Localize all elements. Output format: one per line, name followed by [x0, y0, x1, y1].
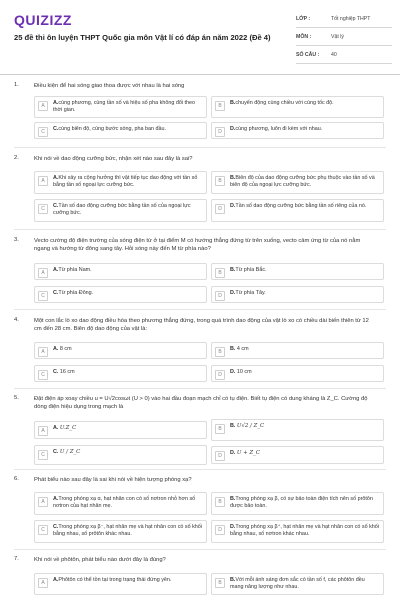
question-header: [0, 393, 400, 415]
option-letter-badge: D: [215, 204, 225, 214]
question-text: Đặt điện áp xoay chiều u = U√2cosωt (U > 0) vào hai đầu đoạn mạch chỉ có tụ điện. Biết tụ điện có dung kháng là Z_C. Cường độ dòng điện hiệu dụng trong mạch là: [34, 396, 368, 410]
info-key: MÔN :: [296, 33, 312, 40]
option-label: D.: [230, 524, 236, 530]
option-letter-badge: A: [38, 578, 48, 588]
option-text: Khi xảy ra cộng hưởng thì vật tiếp tục dao động với tần số bằng tần số ngoại lực cưỡng bức.: [53, 175, 198, 188]
option-a[interactable]: [34, 171, 207, 194]
question-text: Khi nói về dao động cưỡng bức, nhận xét nào sau đây là sai?: [34, 156, 193, 162]
option-label: D.: [230, 369, 236, 375]
option-a[interactable]: [34, 492, 207, 515]
option-text: Trong phóng xạ β, có sự bảo toàn điện tích nên số prôtôn được bảo toàn.: [230, 496, 373, 509]
option-b[interactable]: [211, 342, 384, 359]
option-c[interactable]: [34, 286, 207, 303]
option-label: B.: [230, 100, 236, 106]
option-text: Phôtôn có thể tồn tại trong trạng thái đứng yên.: [58, 577, 172, 583]
option-letter-badge: B: [215, 101, 225, 111]
question-5: [0, 393, 400, 459]
question-number: 7.: [14, 556, 19, 562]
option-d[interactable]: [211, 520, 384, 543]
option-label: D.: [230, 126, 236, 132]
question-number: 5.: [14, 395, 19, 401]
option-label: B.: [230, 577, 236, 583]
question-2: [0, 153, 400, 216]
question-text: Một con lắc lò xo dao động điều hòa theo phương thẳng đứng, trong quá trình dao động của vật lò xo có chiều dài biến thiên từ 12 cm đến 28 cm. Biên độ dao động của vật là:: [34, 318, 369, 332]
question-divider: [14, 388, 386, 389]
option-label: A.: [53, 577, 59, 583]
option-b[interactable]: [211, 492, 384, 515]
option-text: Từ phía Tây.: [235, 290, 266, 296]
info-value: Tốt nghiệp THPT: [331, 15, 371, 22]
option-letter-badge: B: [215, 347, 225, 357]
question-number: 6.: [14, 476, 19, 482]
option-text: cùng phương, luôn đi kèm với nhau.: [235, 126, 323, 132]
info-row-class: [296, 10, 392, 28]
option-label: A.: [53, 267, 59, 273]
option-label: C.: [53, 524, 59, 530]
option-text: Trong phóng xạ α, hạt nhân con có số nơtron nhỏ hơn số nơtron của hạt nhân mẹ.: [53, 496, 196, 509]
option-letter-badge: A: [38, 268, 48, 278]
option-text: chuyển động cùng chiều với cùng tốc độ.: [235, 100, 334, 106]
option-label: C.: [53, 203, 59, 209]
info-value: 40: [331, 51, 337, 58]
header: [0, 0, 400, 72]
option-d[interactable]: [211, 199, 384, 222]
option-letter-badge: C: [38, 204, 48, 214]
option-letter-badge: B: [215, 424, 225, 434]
question-number: 2.: [14, 155, 19, 161]
question-1: [0, 80, 400, 135]
option-label: D.: [230, 203, 236, 209]
info-key: LỚP :: [296, 15, 311, 22]
option-label: D.: [230, 290, 236, 296]
option-label: A.: [53, 346, 59, 352]
option-text: 16 cm: [59, 369, 75, 375]
option-label: D.: [230, 450, 236, 456]
info-table: [296, 10, 392, 64]
option-text: U / Z_C: [59, 449, 81, 455]
option-text: 8 cm: [59, 346, 72, 352]
question-header: [0, 153, 400, 167]
question-number: 4.: [14, 317, 19, 323]
question-divider: [14, 229, 386, 230]
option-text: Từ phía Đông.: [58, 290, 94, 296]
question-text: Điều kiện để hai sóng giao thoa được với nhau là hai sóng: [34, 83, 185, 89]
question-divider: [14, 469, 386, 470]
option-text: Từ phía Bắc.: [235, 267, 267, 273]
option-letter-badge: B: [215, 268, 225, 278]
worksheet-title: 25 đề thi ôn luyện THPT Quốc gia môn Vật lí có đáp án năm 2022 (Đề 4): [14, 33, 271, 42]
option-text: U.Z_C: [59, 425, 77, 431]
option-text: 10 cm: [236, 369, 252, 375]
option-label: C.: [53, 369, 59, 375]
header-divider: [0, 74, 400, 75]
option-label: B.: [230, 496, 236, 502]
option-text: Biên độ của dao động cưỡng bức phụ thuộc vào tần số và biên độ của ngoại lực cưỡng bức.: [230, 175, 375, 188]
question-7: [0, 554, 400, 590]
question-4: [0, 315, 400, 378]
option-label: A.: [53, 425, 59, 431]
option-letter-badge: A: [38, 497, 48, 507]
option-label: C.: [53, 449, 59, 455]
question-text: Khi nói về phôtôn, phát biểu nào dưới đây là đúng?: [34, 557, 166, 563]
option-label: C.: [53, 290, 59, 296]
info-value: Vật lý: [331, 33, 344, 40]
option-a[interactable]: [34, 263, 207, 280]
option-label: B.: [230, 346, 236, 352]
option-letter-badge: A: [38, 101, 48, 111]
option-letter-badge: C: [38, 450, 48, 460]
option-a[interactable]: [34, 573, 207, 595]
option-c[interactable]: [34, 199, 207, 222]
option-letter-badge: D: [215, 370, 225, 380]
option-letter-badge: A: [38, 347, 48, 357]
info-key: SỐ CÂU :: [296, 51, 320, 58]
option-b[interactable]: [211, 573, 384, 595]
option-b[interactable]: [211, 263, 384, 280]
option-c[interactable]: [34, 445, 207, 465]
question-header: [0, 315, 400, 337]
option-b[interactable]: [211, 96, 384, 118]
option-c[interactable]: [34, 365, 207, 382]
option-text: Trong phóng xạ β⁺, hạt nhân mẹ và hạt nhân con có số khối bằng nhau, số nơtron khác nhau.: [230, 524, 380, 537]
option-letter-badge: C: [38, 370, 48, 380]
question-text: Phát biểu nào sau đây là sai khi nói về hiện tượng phóng xạ?: [34, 477, 192, 483]
option-text: Tần số dao động cưỡng bức bằng tần số của ngoại lực cưỡng bức.: [53, 203, 191, 216]
question-number: 1.: [14, 82, 19, 88]
option-label: C.: [53, 126, 59, 132]
option-letter-badge: B: [215, 497, 225, 507]
option-b[interactable]: [211, 419, 384, 441]
info-row-count: [296, 46, 392, 64]
option-letter-badge: B: [215, 176, 225, 186]
option-letter-badge: A: [38, 426, 48, 436]
option-label: A.: [53, 100, 59, 106]
question-header: [0, 80, 400, 94]
option-b[interactable]: [211, 171, 384, 194]
option-text: U√2 / Z_C: [236, 423, 265, 429]
option-d[interactable]: [211, 446, 384, 464]
option-label: B.: [230, 175, 236, 181]
option-letter-badge: C: [38, 525, 48, 535]
option-text: cùng phương, cùng tần số và hiệu số pha không đổi theo thời gian.: [53, 100, 196, 113]
option-label: B.: [230, 423, 236, 429]
question-divider: [14, 147, 386, 148]
option-label: B.: [230, 267, 236, 273]
option-text: cùng biên độ, cùng bước sóng, pha ban đầu.: [58, 126, 166, 132]
option-text: Trong phóng xạ β⁻, hạt nhân mẹ và hạt nhân con có số khối bằng nhau, số prôtôn khác nhau.: [53, 524, 203, 537]
option-label: A.: [53, 496, 59, 502]
question-number: 3.: [14, 237, 19, 243]
question-header: [0, 235, 400, 257]
option-d[interactable]: [211, 365, 384, 382]
question-header: [0, 474, 400, 488]
question-text: Vecto cường độ điện trường của sóng điện từ ở tại điểm M có hướng thẳng đứng từ trên xuống, vecto cảm ứng từ của nó nằm ngang và hướng từ đông sang tây. Hỏi sóng này đến M từ phía nào?: [34, 238, 361, 252]
option-text: Tần số dao động cưỡng bức bằng tần số riêng của nó.: [235, 203, 367, 209]
option-c[interactable]: [34, 122, 207, 139]
option-text: Từ phía Nam.: [58, 267, 92, 273]
question-divider: [14, 309, 386, 310]
quizizz-logo: QUIZIZZ: [14, 12, 72, 28]
option-d[interactable]: [211, 122, 384, 139]
option-letter-badge: D: [215, 451, 225, 461]
option-letter-badge: B: [215, 578, 225, 588]
question-3: [0, 235, 400, 299]
option-letter-badge: C: [38, 291, 48, 301]
option-letter-badge: D: [215, 525, 225, 535]
option-text: U + Z_C: [236, 450, 260, 456]
info-row-subject: [296, 28, 392, 46]
option-letter-badge: D: [215, 127, 225, 137]
option-a[interactable]: [34, 342, 207, 359]
option-c[interactable]: [34, 520, 207, 543]
option-d[interactable]: [211, 286, 384, 303]
option-letter-badge: A: [38, 176, 48, 186]
question-divider: [14, 549, 386, 550]
question-6: [0, 474, 400, 537]
option-text: Với mỗi ánh sáng đơn sắc có tần số f, các phôtôn đều mang năng lượng như nhau.: [230, 577, 365, 590]
option-letter-badge: C: [38, 127, 48, 137]
option-a[interactable]: [34, 421, 207, 439]
question-header: [0, 554, 400, 568]
option-text: 4 cm: [236, 346, 249, 352]
option-letter-badge: D: [215, 291, 225, 301]
option-a[interactable]: [34, 96, 207, 118]
option-label: A.: [53, 175, 59, 181]
